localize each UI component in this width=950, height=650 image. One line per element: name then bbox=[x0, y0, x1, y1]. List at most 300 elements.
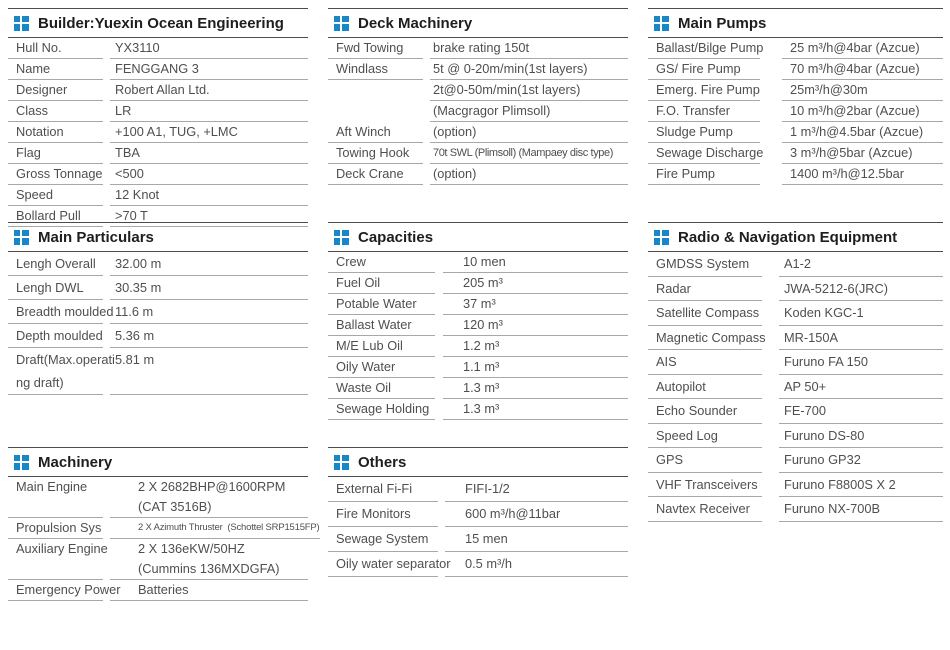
spec-value bbox=[110, 122, 308, 143]
spec-row bbox=[328, 294, 628, 315]
section-title: Main Particulars bbox=[38, 229, 154, 246]
spec-text: 2 X 2682BHP@1600RPM bbox=[138, 479, 286, 494]
section-header bbox=[8, 447, 308, 477]
blue-grid-icon bbox=[14, 16, 29, 31]
spec-text: Aft Winch bbox=[336, 124, 391, 139]
spec-label bbox=[328, 38, 423, 59]
spec-text: Lengh DWL bbox=[16, 280, 84, 295]
spec-row bbox=[328, 143, 628, 164]
spec-text: Crew bbox=[336, 254, 366, 269]
spec-text: <500 bbox=[115, 166, 144, 181]
spec-text: 10 men bbox=[463, 254, 506, 269]
spec-row bbox=[648, 497, 943, 522]
spec-label bbox=[328, 527, 438, 552]
spec-text: Depth moulded bbox=[16, 328, 103, 343]
section-header bbox=[328, 447, 628, 477]
spec-value bbox=[110, 580, 308, 601]
spec-row bbox=[648, 473, 943, 498]
spec-label bbox=[648, 38, 764, 59]
spec-text: Propulsion Sys bbox=[16, 520, 102, 535]
spec-text: MR-150A bbox=[784, 329, 839, 345]
spec-text: YX3110 bbox=[115, 40, 160, 55]
spec-label bbox=[328, 122, 423, 143]
spec-value bbox=[430, 164, 628, 185]
spec-text: 1.3 m³ bbox=[463, 401, 500, 416]
spec-value bbox=[110, 477, 308, 518]
spec-label bbox=[648, 164, 760, 185]
spec-text: (CAT 3516B) bbox=[138, 499, 212, 514]
spec-row bbox=[328, 477, 628, 502]
spec-text: Furuno F8800S X 2 bbox=[784, 476, 896, 492]
spec-text: 2 X Azimuth Thruster (Schottel SRP1515FP) bbox=[138, 522, 320, 533]
spec-row bbox=[328, 399, 628, 420]
spec-text: +100 A1, TUG, +LMC bbox=[115, 124, 238, 139]
spec-text: 2 X 136eKW/50HZ bbox=[138, 541, 245, 556]
spec-row bbox=[328, 378, 628, 399]
spec-text: Notation bbox=[16, 124, 64, 139]
spec-text: Furuno NX-700B bbox=[784, 501, 881, 516]
spec-text: (Cummins 136MXDGFA) bbox=[138, 561, 280, 576]
spec-value bbox=[445, 477, 628, 502]
spec-value bbox=[110, 348, 308, 395]
section-header bbox=[328, 8, 628, 38]
spec-row bbox=[328, 101, 628, 122]
spec-table bbox=[328, 252, 628, 420]
blue-grid-icon bbox=[334, 230, 349, 245]
section-radio-navigation bbox=[648, 222, 943, 522]
spec-row bbox=[328, 552, 628, 577]
spec-text: JWA-5212-6(JRC) bbox=[784, 280, 889, 296]
spec-value bbox=[430, 80, 628, 101]
spec-label bbox=[328, 477, 438, 502]
spec-value bbox=[443, 273, 628, 294]
spec-text: Oily Water bbox=[336, 359, 396, 374]
spec-text: Sludge Pump bbox=[656, 124, 733, 139]
blue-grid-icon bbox=[14, 455, 29, 470]
spec-text: Ballast Water bbox=[336, 317, 412, 332]
spec-row bbox=[328, 80, 628, 101]
spec-text: 205 m³ bbox=[463, 275, 503, 290]
spec-text: 1 m³/h@4.5bar (Azcue) bbox=[790, 124, 924, 139]
spec-value bbox=[782, 122, 943, 143]
spec-text: ng draft) bbox=[16, 375, 64, 390]
spec-text: LR bbox=[115, 103, 132, 118]
spec-label bbox=[8, 324, 103, 348]
blue-grid-icon bbox=[14, 230, 29, 245]
spec-row bbox=[328, 527, 628, 552]
spec-text: Radar bbox=[656, 280, 691, 296]
section-title: Deck Machinery bbox=[358, 15, 473, 32]
spec-text: 10 m³/h@2bar (Azcue) bbox=[790, 103, 920, 118]
spec-value bbox=[110, 185, 308, 206]
spec-text: Koden KGC-1 bbox=[784, 305, 864, 320]
spec-text: 5.36 m bbox=[115, 328, 155, 343]
spec-text: 1.3 m³ bbox=[463, 380, 500, 395]
spec-label bbox=[8, 580, 121, 601]
spec-label bbox=[8, 185, 103, 206]
spec-text: GPS bbox=[656, 452, 684, 467]
spec-row bbox=[648, 252, 943, 277]
spec-value bbox=[443, 357, 628, 378]
spec-row bbox=[8, 80, 308, 101]
spec-label bbox=[328, 315, 435, 336]
spec-label bbox=[648, 399, 762, 424]
spec-text: Main Engine bbox=[16, 479, 88, 494]
spec-label bbox=[648, 122, 760, 143]
spec-text: FIFI-1/2 bbox=[465, 481, 510, 496]
spec-value bbox=[443, 399, 628, 420]
spec-value bbox=[782, 101, 943, 122]
spec-value bbox=[443, 315, 628, 336]
spec-row bbox=[648, 277, 943, 302]
spec-row bbox=[8, 101, 308, 122]
spec-value bbox=[110, 59, 308, 80]
spec-text: 1400 m³/h@12.5bar bbox=[790, 166, 905, 181]
spec-value bbox=[779, 252, 943, 277]
spec-label bbox=[648, 375, 762, 400]
spec-text: Robert Allan Ltd. bbox=[115, 82, 210, 97]
spec-text: Lengh Overall bbox=[16, 256, 96, 271]
spec-text: Designer bbox=[16, 82, 68, 97]
spec-value bbox=[110, 38, 308, 59]
section-header bbox=[328, 222, 628, 252]
spec-row bbox=[328, 38, 628, 59]
spec-text: 120 m³ bbox=[463, 317, 503, 332]
spec-label bbox=[328, 336, 435, 357]
spec-value bbox=[779, 326, 943, 351]
spec-label bbox=[328, 143, 423, 164]
spec-label bbox=[328, 378, 435, 399]
spec-text: TBA bbox=[115, 145, 140, 160]
spec-row bbox=[648, 80, 943, 101]
spec-value bbox=[782, 38, 943, 59]
section-title: Builder:Yuexin Ocean Engineering bbox=[38, 15, 284, 32]
section-main-particulars bbox=[8, 222, 308, 395]
spec-value bbox=[782, 143, 943, 164]
spec-text: Towing Hook bbox=[336, 145, 410, 160]
spec-label bbox=[8, 518, 103, 539]
spec-row bbox=[648, 59, 943, 80]
spec-value bbox=[779, 473, 943, 498]
section-deck-machinery bbox=[328, 8, 628, 185]
spec-text: (option) bbox=[433, 166, 477, 181]
section-header bbox=[8, 222, 308, 252]
spec-text: GS/ Fire Pump bbox=[656, 61, 741, 76]
spec-text: AIS bbox=[656, 354, 677, 369]
spec-value bbox=[430, 101, 628, 122]
spec-text: Emergency Power bbox=[16, 582, 121, 597]
spec-text: 1.2 m³ bbox=[463, 338, 500, 353]
spec-text: Gross Tonnage bbox=[16, 166, 103, 181]
spec-label bbox=[328, 80, 423, 101]
spec-text: External Fi-Fi bbox=[336, 481, 413, 496]
spec-value bbox=[110, 101, 308, 122]
spec-text: Bollard Pull bbox=[16, 208, 81, 223]
section-title: Others bbox=[358, 454, 407, 471]
spec-value bbox=[779, 375, 943, 400]
spec-label bbox=[8, 348, 115, 395]
spec-text: 11.6 m bbox=[115, 304, 154, 319]
spec-value bbox=[110, 143, 308, 164]
spec-label bbox=[648, 424, 762, 449]
spec-value bbox=[782, 164, 943, 185]
spec-row bbox=[8, 185, 308, 206]
spec-table bbox=[328, 477, 628, 577]
spec-value bbox=[110, 518, 320, 539]
spec-text: Furuno DS-80 bbox=[784, 427, 865, 443]
spec-row bbox=[648, 424, 943, 449]
spec-text: Speed Log bbox=[656, 427, 718, 443]
spec-text: Batteries bbox=[138, 582, 189, 597]
spec-value bbox=[779, 497, 943, 522]
spec-label bbox=[8, 477, 103, 518]
spec-row bbox=[8, 477, 308, 518]
spec-text: Furuno FA 150 bbox=[784, 354, 868, 369]
spec-value bbox=[779, 277, 943, 302]
spec-label bbox=[328, 552, 451, 577]
spec-text: Satellite Compass bbox=[656, 305, 760, 320]
section-title: Machinery bbox=[38, 454, 113, 471]
spec-text: GMDSS System bbox=[656, 256, 750, 271]
spec-text: Ballast/Bilge Pump bbox=[656, 40, 764, 55]
spec-text: Potable Water bbox=[336, 296, 417, 311]
spec-label bbox=[648, 301, 762, 326]
spec-label bbox=[8, 276, 103, 300]
spec-value bbox=[430, 38, 628, 59]
spec-value bbox=[779, 448, 943, 473]
spec-label bbox=[8, 122, 103, 143]
spec-text: Fwd Towing bbox=[336, 40, 404, 55]
spec-row bbox=[328, 336, 628, 357]
spec-row bbox=[328, 357, 628, 378]
spec-text: Autopilot bbox=[656, 378, 706, 394]
spec-label bbox=[648, 350, 762, 375]
spec-label bbox=[328, 357, 435, 378]
spec-label bbox=[648, 252, 762, 277]
spec-row bbox=[8, 348, 308, 395]
spec-row bbox=[648, 164, 943, 185]
section-title: Capacities bbox=[358, 229, 434, 246]
spec-label bbox=[328, 252, 435, 273]
spec-text: (Macgragor Plimsoll) bbox=[433, 103, 551, 118]
spec-row bbox=[8, 252, 308, 276]
section-machinery bbox=[8, 447, 320, 601]
spec-label bbox=[8, 101, 103, 122]
spec-text: Fire Pump bbox=[656, 166, 716, 181]
spec-text: brake rating 150t bbox=[433, 40, 530, 55]
spec-text: Echo Sounder bbox=[656, 403, 738, 418]
spec-text: Windlass bbox=[336, 61, 388, 76]
spec-label bbox=[8, 38, 103, 59]
spec-value bbox=[782, 80, 943, 101]
spec-row bbox=[328, 164, 628, 185]
spec-table bbox=[648, 38, 943, 185]
spec-row bbox=[328, 252, 628, 273]
spec-text: 1.1 m³ bbox=[463, 359, 500, 374]
spec-label bbox=[328, 399, 435, 420]
spec-text: Fuel Oil bbox=[336, 275, 381, 290]
spec-value bbox=[430, 122, 628, 143]
spec-value bbox=[110, 300, 308, 324]
spec-label bbox=[8, 59, 103, 80]
spec-label bbox=[648, 59, 760, 80]
spec-text: Oily water separator bbox=[336, 556, 451, 571]
spec-label bbox=[648, 497, 762, 522]
spec-value bbox=[443, 252, 628, 273]
spec-value bbox=[782, 59, 943, 80]
spec-text: >70 T bbox=[115, 208, 148, 223]
spec-value bbox=[110, 276, 308, 300]
spec-value bbox=[779, 399, 943, 424]
spec-row bbox=[8, 539, 308, 580]
spec-label bbox=[328, 273, 435, 294]
spec-text: Deck Crane bbox=[336, 166, 404, 181]
spec-value bbox=[110, 252, 308, 276]
spec-row bbox=[328, 59, 628, 80]
spec-text: Fire Monitors bbox=[336, 506, 411, 521]
spec-label bbox=[328, 164, 423, 185]
spec-text: 37 m³ bbox=[463, 296, 496, 311]
spec-label bbox=[8, 300, 114, 324]
spec-row bbox=[648, 101, 943, 122]
spec-row bbox=[8, 580, 308, 601]
spec-text: 70t SWL (Plimsoll) (Mampaey disc type) bbox=[433, 147, 613, 159]
spec-row bbox=[648, 326, 943, 351]
spec-row bbox=[328, 122, 628, 143]
spec-text: Name bbox=[16, 61, 51, 76]
spec-row bbox=[8, 276, 308, 300]
spec-label bbox=[648, 101, 760, 122]
spec-label bbox=[648, 80, 760, 101]
spec-row bbox=[328, 315, 628, 336]
spec-text: Emerg. Fire Pump bbox=[656, 82, 760, 97]
spec-text: 15 men bbox=[465, 531, 508, 546]
spec-table bbox=[8, 252, 308, 395]
spec-row bbox=[8, 518, 320, 539]
spec-label bbox=[8, 539, 108, 580]
blue-grid-icon bbox=[334, 16, 349, 31]
spec-row bbox=[8, 38, 308, 59]
spec-value bbox=[445, 552, 628, 577]
section-header bbox=[8, 8, 308, 38]
spec-label bbox=[8, 80, 103, 101]
spec-row bbox=[648, 448, 943, 473]
spec-text: A1-2 bbox=[784, 256, 812, 271]
section-title: Radio & Navigation Equipment bbox=[678, 229, 898, 246]
spec-row bbox=[8, 324, 308, 348]
spec-text: 2t@0-50m/min(1st layers) bbox=[433, 82, 581, 97]
spec-row bbox=[328, 273, 628, 294]
spec-text: Furuno GP32 bbox=[784, 452, 861, 467]
spec-value bbox=[443, 336, 628, 357]
spec-value bbox=[779, 424, 943, 449]
section-header bbox=[648, 8, 943, 38]
spec-row bbox=[648, 143, 943, 164]
spec-text: Breadth moulded bbox=[16, 304, 114, 319]
spec-value bbox=[443, 378, 628, 399]
section-others bbox=[328, 447, 628, 577]
spec-table bbox=[648, 252, 943, 522]
spec-label bbox=[648, 448, 762, 473]
spec-text: 5.81 m bbox=[115, 352, 155, 367]
spec-value bbox=[430, 59, 628, 80]
spec-table bbox=[8, 38, 308, 227]
spec-row bbox=[648, 122, 943, 143]
spec-table bbox=[328, 38, 628, 185]
blue-grid-icon bbox=[654, 16, 669, 31]
spec-text: 3 m³/h@5bar (Azcue) bbox=[790, 145, 913, 160]
spec-text: 5t @ 0-20m/min(1st layers) bbox=[433, 61, 588, 76]
spec-value bbox=[110, 324, 308, 348]
spec-label bbox=[8, 143, 103, 164]
section-main-pumps bbox=[648, 8, 943, 185]
blue-grid-icon bbox=[334, 455, 349, 470]
spec-text: Sewage Holding bbox=[336, 401, 430, 416]
spec-value bbox=[430, 143, 628, 164]
section-builder bbox=[8, 8, 308, 227]
spec-value bbox=[110, 539, 308, 580]
spec-row bbox=[8, 300, 308, 324]
spec-row bbox=[648, 375, 943, 400]
spec-text: Sewage Discharge bbox=[656, 145, 764, 160]
spec-text: Class bbox=[16, 103, 48, 118]
spec-text: VHF Transceivers bbox=[656, 476, 758, 492]
spec-table bbox=[8, 477, 320, 601]
spec-value bbox=[779, 301, 943, 326]
spec-label bbox=[648, 143, 764, 164]
spec-text: F.O. Transfer bbox=[656, 103, 730, 118]
spec-row bbox=[8, 59, 308, 80]
spec-text: Navtex Receiver bbox=[656, 501, 750, 516]
spec-text: Draft(Max.operati bbox=[16, 352, 115, 367]
spec-text: Sewage System bbox=[336, 531, 429, 546]
spec-text: FE-700 bbox=[784, 403, 826, 418]
spec-row bbox=[648, 350, 943, 375]
spec-row bbox=[8, 164, 308, 185]
spec-text: 600 m³/h@11bar bbox=[465, 506, 561, 521]
spec-row bbox=[648, 38, 943, 59]
spec-text: 30.35 m bbox=[115, 280, 162, 295]
section-title: Main Pumps bbox=[678, 15, 767, 32]
spec-text: Magnetic Compass bbox=[656, 329, 766, 345]
spec-text: 0.5 m³/h bbox=[465, 556, 512, 571]
spec-text: Speed bbox=[16, 187, 54, 202]
spec-text: 25m³/h@30m bbox=[790, 82, 868, 97]
spec-row bbox=[8, 122, 308, 143]
spec-label bbox=[328, 294, 435, 315]
spec-row bbox=[648, 399, 943, 424]
section-capacities bbox=[328, 222, 628, 420]
spec-label bbox=[648, 326, 766, 351]
spec-text: 70 m³/h@4bar (Azcue) bbox=[790, 61, 920, 76]
section-header bbox=[648, 222, 943, 252]
spec-label bbox=[648, 473, 762, 498]
spec-text: 32.00 m bbox=[115, 256, 162, 271]
spec-text: M/E Lub Oil bbox=[336, 338, 403, 353]
spec-text: 25 m³/h@4bar (Azcue) bbox=[790, 40, 920, 55]
spec-value bbox=[779, 350, 943, 375]
spec-label bbox=[328, 502, 438, 527]
spec-row bbox=[8, 143, 308, 164]
spec-row bbox=[328, 502, 628, 527]
spec-text: Auxiliary Engine bbox=[16, 541, 108, 556]
spec-value bbox=[445, 502, 628, 527]
spec-value bbox=[445, 527, 628, 552]
spec-label bbox=[648, 277, 762, 302]
spec-value bbox=[110, 164, 308, 185]
spec-label bbox=[8, 252, 103, 276]
spec-text: Hull No. bbox=[16, 40, 62, 55]
